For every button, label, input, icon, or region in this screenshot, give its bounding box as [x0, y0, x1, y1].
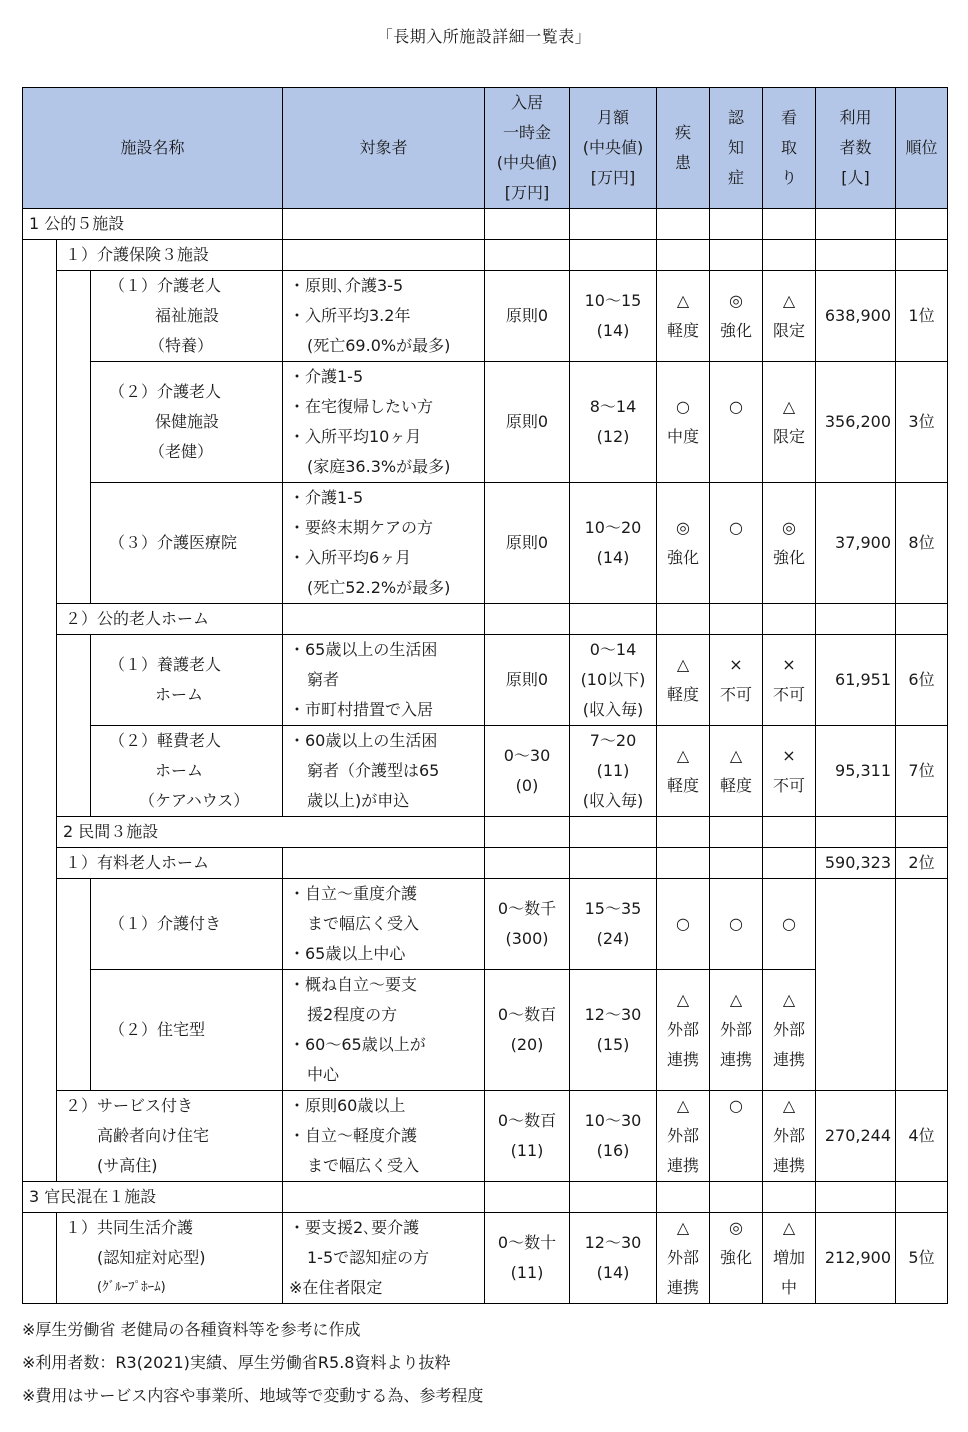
monthly-cell: 10〜15 (14)	[570, 271, 657, 362]
target-cell: ・概ね自立〜要支 援2程度の方 ・60〜65歳以上が 中心	[283, 970, 485, 1091]
table-row	[23, 970, 948, 1091]
footnote: ※厚生労働省 老健局の各種資料等を参考に作成	[22, 1320, 361, 1339]
dementia-cell: △ 外部 連携	[710, 970, 763, 1091]
header-rank: 順位	[896, 88, 948, 209]
header-target: 対象者	[283, 88, 485, 209]
terminal-cell: × 不可	[763, 635, 816, 726]
target-cell: ・60歳以上の生活困 窮者（介護型は65 歳以上)が申込	[283, 726, 485, 817]
terminal-cell: × 不可	[763, 726, 816, 817]
terminal-cell: ○	[763, 879, 816, 970]
facility-name: （２）介護老人 保健施設 （老健）	[91, 362, 283, 483]
section-row	[23, 209, 948, 240]
section-row	[23, 1182, 948, 1213]
header-entry: 入居 一時金 (中央値) [万円]	[485, 88, 570, 209]
target-cell: ・原則60歳以上 ・自立〜軽度介護 まで幅広く受入	[283, 1091, 485, 1182]
header-dementia: 認 知 症	[710, 88, 763, 209]
group-row	[23, 240, 948, 271]
users-cell: 590,323	[816, 848, 896, 879]
group-label: ２）公的老人ホーム	[57, 604, 283, 635]
facility-name: （３）介護医療院	[91, 483, 283, 604]
table-row	[23, 1091, 948, 1182]
monthly-cell: 8〜14 (12)	[570, 362, 657, 483]
entry-cell: 原則0	[485, 483, 570, 604]
footnotes	[22, 1313, 483, 1412]
table-row	[23, 483, 948, 604]
disease-cell: ◎ 強化	[657, 483, 710, 604]
entry-cell: 0〜数百 (11)	[485, 1091, 570, 1182]
table-row	[23, 1213, 948, 1304]
dementia-cell: ○	[710, 879, 763, 970]
terminal-cell: △ 限定	[763, 362, 816, 483]
table-row	[23, 271, 948, 362]
header-row	[23, 88, 948, 209]
terminal-cell: △ 増加 中	[763, 1213, 816, 1304]
facility-table	[22, 87, 948, 1304]
monthly-cell: 10〜30 (16)	[570, 1091, 657, 1182]
terminal-cell: △ 外部 連携	[763, 1091, 816, 1182]
terminal-cell: △ 限定	[763, 271, 816, 362]
users-cell: 212,900	[816, 1213, 896, 1304]
disease-cell: △ 外部 連携	[657, 1213, 710, 1304]
entry-cell: 原則0	[485, 635, 570, 726]
dementia-cell: ◎ 強化	[710, 1213, 763, 1304]
facility-name: （２）軽費老人 ホーム （ケアハウス）	[91, 726, 283, 817]
disease-cell: △ 外部 連携	[657, 970, 710, 1091]
dementia-cell: ◎ 強化	[710, 271, 763, 362]
section-label: 1 公的５施設	[23, 209, 283, 240]
entry-cell: 0〜数百 (20)	[485, 970, 570, 1091]
users-cell: 638,900	[816, 271, 896, 362]
entry-cell: 原則0	[485, 362, 570, 483]
disease-cell: △ 外部 連携	[657, 1091, 710, 1182]
rank-cell: 8位	[896, 483, 948, 604]
rank-cell: 2位	[896, 848, 948, 879]
section-label: 3 官民混在１施設	[23, 1182, 283, 1213]
users-cell: 37,900	[816, 483, 896, 604]
terminal-cell: ◎ 強化	[763, 483, 816, 604]
group-row	[23, 848, 948, 879]
entry-cell: 0〜数十 (11)	[485, 1213, 570, 1304]
disease-cell: △ 軽度	[657, 635, 710, 726]
table-row	[23, 635, 948, 726]
dementia-cell: × 不可	[710, 635, 763, 726]
monthly-cell: 10〜20 (14)	[570, 483, 657, 604]
target-cell: ・原則､介護3-5 ・入所平均3.2年 (死亡69.0%が最多)	[283, 271, 485, 362]
rank-cell: 5位	[896, 1213, 948, 1304]
monthly-cell: 0〜14 (10以下) (収入毎)	[570, 635, 657, 726]
monthly-cell: 12〜30 (14)	[570, 1213, 657, 1304]
facility-name: １）共同生活介護 (認知症対応型) (ｸﾞﾙｰﾌﾟﾎｰﾑ)	[57, 1213, 283, 1304]
table-row	[23, 726, 948, 817]
target-cell: ・介護1-5 ・在宅復帰したい方 ・入所平均10ヶ月 (家庭36.3%が最多)	[283, 362, 485, 483]
disease-cell: △ 軽度	[657, 726, 710, 817]
table-row	[23, 362, 948, 483]
disease-cell: ○ 中度	[657, 362, 710, 483]
header-name: 施設名称	[23, 88, 283, 209]
header-monthly: 月額 (中央値) [万円]	[570, 88, 657, 209]
dementia-cell: ○	[710, 362, 763, 483]
monthly-cell: 12〜30 (15)	[570, 970, 657, 1091]
entry-cell: 原則0	[485, 271, 570, 362]
target-cell: ・要支援2､要介護 1-5で認知症の方 ※在住者限定	[283, 1213, 485, 1304]
facility-name: （１）介護老人 福祉施設 （特養）	[91, 271, 283, 362]
facility-name: ２）サービス付き 高齢者向け住宅 (サ高住)	[57, 1091, 283, 1182]
dementia-cell: ○	[710, 1091, 763, 1182]
section-label: 2 民間３施設	[57, 817, 485, 848]
users-cell: 356,200	[816, 362, 896, 483]
header-terminal: 看 取 り	[763, 88, 816, 209]
group-row	[23, 604, 948, 635]
dementia-cell: △ 軽度	[710, 726, 763, 817]
target-cell: ・介護1-5 ・要終末期ケアの方 ・入所平均6ヶ月 (死亡52.2%が最多)	[283, 483, 485, 604]
rank-cell: 6位	[896, 635, 948, 726]
page-title: 「長期入所施設詳細一覧表」	[376, 27, 592, 46]
header-users: 利用 者数 [人]	[816, 88, 896, 209]
monthly-cell: 15〜35 (24)	[570, 879, 657, 970]
disease-cell: ○	[657, 879, 710, 970]
monthly-cell: 7〜20 (11) (収入毎)	[570, 726, 657, 817]
users-cell: 270,244	[816, 1091, 896, 1182]
facility-name: （１）養護老人 ホーム	[91, 635, 283, 726]
footnote: ※利用者数：R3(2021)実績、厚生労働省R5.8資料より抜粋	[22, 1353, 451, 1372]
rank-cell: 7位	[896, 726, 948, 817]
users-cell: 95,311	[816, 726, 896, 817]
facility-name: （２）住宅型	[91, 970, 283, 1091]
target-cell: ・自立〜重度介護 まで幅広く受入 ・65歳以上中心	[283, 879, 485, 970]
target-cell: ・65歳以上の生活困 窮者 ・市町村措置で入居	[283, 635, 485, 726]
section-row	[23, 817, 948, 848]
rank-cell: 3位	[896, 362, 948, 483]
entry-cell: 0〜30 (0)	[485, 726, 570, 817]
table-row	[23, 879, 948, 970]
group-label: １）有料老人ホーム	[57, 848, 283, 879]
header-disease: 疾 患	[657, 88, 710, 209]
group-label: １）介護保険３施設	[57, 240, 283, 271]
users-cell: 61,951	[816, 635, 896, 726]
footnote: ※費用はサービス内容や事業所、地域等で変動する為、参考程度	[22, 1386, 484, 1405]
disease-cell: △ 軽度	[657, 271, 710, 362]
facility-name: （１）介護付き	[91, 879, 283, 970]
terminal-cell: △ 外部 連携	[763, 970, 816, 1091]
rank-cell: 4位	[896, 1091, 948, 1182]
rank-cell: 1位	[896, 271, 948, 362]
dementia-cell: ○	[710, 483, 763, 604]
entry-cell: 0〜数千 (300)	[485, 879, 570, 970]
